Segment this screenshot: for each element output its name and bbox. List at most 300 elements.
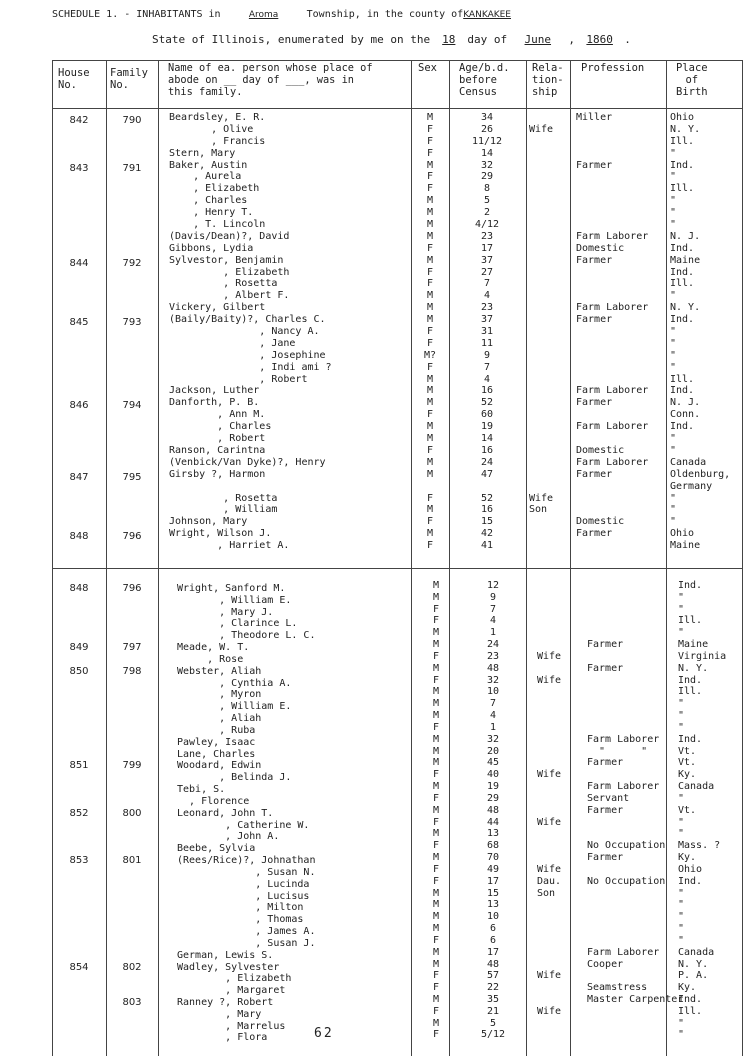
birth-cell: Ill. [670, 135, 695, 147]
relation-cell [529, 421, 569, 433]
profession-cell: No Occupation [587, 840, 666, 852]
family-cell [108, 796, 156, 808]
relation-cell [537, 899, 577, 911]
age-cell: 15 [480, 516, 494, 528]
age-cell: 42 [480, 528, 494, 540]
house-cell [56, 796, 102, 808]
family-cell [108, 985, 156, 997]
page-number: 62 [314, 1026, 334, 1041]
age-cell: 26 [480, 123, 494, 135]
family-cell [108, 678, 156, 690]
relation-cell [529, 278, 569, 290]
birth-cell: " [670, 516, 677, 528]
sex-cell: M [432, 686, 440, 698]
divider-house-family [106, 60, 107, 1056]
relation-cell: Wife [537, 863, 562, 875]
relation-cell: Wife [529, 492, 554, 504]
table-right-border [742, 60, 743, 1056]
profession-cell [587, 580, 687, 592]
relation-cell [537, 994, 577, 1006]
family-cell [108, 926, 156, 938]
profession-cell: Farm Laborer [587, 733, 660, 745]
name-cell: German, Lewis S. [177, 949, 274, 961]
name-cell: , William [169, 504, 278, 516]
family-cell [108, 879, 156, 891]
profession-cell [576, 504, 666, 516]
relation-cell [537, 722, 577, 734]
sex-cell: M [426, 112, 434, 123]
name-cell: , Margaret [177, 985, 286, 997]
age-cell: 31 [480, 326, 494, 338]
header-name: Name of ea. person whose place of abode on __ day of ___, was in this family. [168, 62, 373, 98]
sex-cell: M [426, 468, 434, 480]
county-name: KANKAKEE [463, 10, 511, 20]
birth-cell: Vt. [678, 757, 697, 769]
family-cell [108, 618, 156, 630]
relation-cell [529, 267, 569, 279]
profession-cell: Farm Laborer [576, 385, 649, 397]
sex-cell: M [432, 958, 440, 970]
enumeration-comma: , [568, 33, 576, 46]
name-cell: , Jane [169, 337, 296, 349]
top-age-column [452, 112, 522, 552]
house-cell [56, 713, 102, 725]
birth-cell: Ohio [678, 863, 703, 875]
sex-cell: F [426, 337, 434, 349]
profession-cell: Farmer [587, 804, 624, 816]
sex-cell: M [426, 433, 434, 445]
age-cell: 49 [486, 863, 500, 875]
profession-cell [576, 362, 666, 374]
relation-cell [529, 350, 569, 362]
relation-cell [537, 757, 577, 769]
profession-cell [587, 888, 687, 900]
profession-cell: Miller [576, 112, 613, 123]
profession-cell [587, 592, 687, 604]
name-cell: Girsby ?, Harmon [169, 468, 266, 480]
family-cell [108, 210, 156, 222]
family-cell [108, 1021, 156, 1033]
sex-cell: M [426, 207, 434, 219]
bottom-house-column [56, 583, 102, 1044]
profession-cell [587, 828, 687, 840]
house-cell: 852 [69, 807, 89, 819]
sex-cell: F [432, 769, 440, 781]
name-cell: , Cynthia A. [177, 677, 292, 689]
name-cell: Gibbons, Lydia [169, 242, 254, 254]
sex-cell: F [432, 1005, 440, 1017]
age-cell: 19 [486, 781, 500, 793]
birth-cell: " [678, 721, 685, 733]
age-cell: 48 [486, 804, 500, 816]
sex-cell: F [426, 171, 434, 183]
age-cell: 6 [489, 923, 497, 935]
enumeration-year: 1860 [586, 33, 613, 46]
header-bottom-border [52, 108, 742, 109]
birth-cell: " [670, 492, 677, 504]
house-cell: 851 [69, 760, 89, 772]
birth-cell: Ill. [678, 1005, 703, 1017]
relation-cell [529, 302, 569, 314]
family-cell [108, 305, 156, 317]
name-cell: Ranney ?, Robert [177, 996, 274, 1008]
family-cell: 803 [122, 996, 142, 1008]
relation-cell [537, 911, 577, 923]
sex-cell: M [432, 710, 440, 722]
relation-cell [529, 516, 569, 528]
profession-cell: Farmer [576, 159, 613, 171]
house-cell [56, 749, 102, 761]
house-cell [56, 329, 102, 341]
name-cell: Woodard, Edwin [177, 760, 262, 772]
enumeration-prefix: State of Illinois, enumerated by me on the [152, 33, 431, 46]
relation-cell [529, 183, 569, 195]
sex-cell: M [426, 314, 434, 326]
house-cell [56, 293, 102, 305]
name-cell: Ranson, Carintna [169, 444, 266, 456]
house-cell [56, 973, 102, 985]
family-cell [108, 701, 156, 713]
house-cell: 854 [69, 961, 89, 973]
name-cell: , Thomas [177, 914, 304, 926]
profession-cell [576, 136, 666, 148]
birth-cell: Ill. [670, 278, 695, 290]
relation-cell [529, 457, 569, 469]
birth-cell: Ind. [670, 385, 695, 397]
age-cell: 29 [480, 171, 494, 183]
profession-cell: Farmer [576, 528, 613, 540]
sex-cell: M [432, 911, 440, 923]
name-cell: , Catherine W. [177, 819, 310, 831]
name-cell: , Indi ami ? [169, 361, 332, 373]
sex-cell: F [426, 444, 434, 456]
age-cell: 32 [486, 674, 500, 686]
family-cell: 796 [122, 583, 142, 594]
relation-cell [529, 243, 569, 255]
top-birth-column [670, 112, 742, 552]
relation-cell [529, 160, 569, 172]
profession-cell [576, 338, 666, 350]
sex-cell: M [432, 899, 440, 911]
birth-cell: " [670, 171, 677, 183]
relation-cell [529, 112, 569, 124]
house-cell [56, 388, 102, 400]
sex-cell: F [426, 183, 434, 195]
relation-cell [529, 136, 569, 148]
sex-cell: F [432, 603, 440, 615]
age-cell: 8 [483, 183, 491, 195]
family-cell [108, 713, 156, 725]
top-name-column [169, 112, 409, 552]
relation-cell: Son [537, 887, 556, 899]
house-cell [56, 891, 102, 903]
name-cell: , Susan J. [177, 937, 316, 949]
name-cell: (Rees/Rice)?, Johnathan [177, 855, 316, 867]
house-cell [56, 519, 102, 531]
bottom-name-column [177, 583, 411, 1044]
house-cell [56, 341, 102, 353]
top-house-column [56, 115, 102, 555]
profession-cell [587, 651, 687, 663]
birth-cell: Oldenburg, [670, 468, 731, 480]
birth-cell: " [670, 433, 677, 445]
relation-cell [537, 982, 577, 994]
family-cell [108, 938, 156, 950]
family-cell: 792 [122, 257, 142, 269]
name-cell: Wright, Wilson J. [169, 528, 272, 540]
birth-cell: P. A. [678, 970, 709, 982]
family-cell: 801 [122, 855, 142, 867]
age-cell: 32 [480, 159, 494, 171]
family-cell [108, 353, 156, 365]
relation-cell: Wife [537, 769, 562, 781]
sex-cell: M [432, 733, 440, 745]
relation-cell [529, 409, 569, 421]
family-cell [108, 902, 156, 914]
family-cell [108, 654, 156, 666]
house-cell [56, 543, 102, 555]
family-cell: 791 [122, 162, 142, 174]
house-cell [56, 914, 102, 926]
schedule-prefix: SCHEDULE 1. - INHABITANTS in [52, 9, 221, 20]
relation-cell [537, 746, 577, 758]
bottom-sex-column [420, 580, 452, 1041]
profession-cell: Farm Laborer [576, 421, 649, 433]
family-cell [108, 139, 156, 151]
enumeration-period: . [624, 33, 631, 46]
township-name: Aroma [248, 10, 279, 20]
house-cell [56, 595, 102, 607]
name-cell: (Venbick/Van Dyke)?, Henry [169, 456, 326, 468]
birth-cell: " [670, 361, 677, 373]
house-cell [56, 1021, 102, 1033]
sex-cell: M [426, 195, 434, 207]
profession-cell: Farmer [576, 314, 613, 326]
profession-cell: Farmer [587, 757, 624, 769]
name-cell: , Theodore L. C. [177, 630, 316, 642]
birth-cell: N. J. [670, 230, 701, 242]
age-cell: 24 [480, 456, 494, 468]
age-cell: 44 [486, 816, 500, 828]
sex-cell: M [432, 852, 440, 864]
age-cell: 11 [480, 337, 494, 349]
sex-cell: M [426, 504, 434, 516]
name-cell: , Charles [169, 195, 248, 207]
sex-cell: F [426, 135, 434, 147]
house-cell [56, 607, 102, 619]
house-cell [56, 210, 102, 222]
family-cell: 800 [122, 807, 142, 819]
birth-cell: N. Y. [678, 662, 709, 674]
house-cell: 844 [69, 257, 89, 269]
sex-cell: F [432, 1029, 440, 1041]
profession-cell [587, 627, 687, 639]
name-cell: , Harriet A. [169, 540, 290, 552]
age-cell: 10 [486, 911, 500, 923]
profession-cell [576, 374, 666, 386]
birth-cell: Ohio [670, 528, 695, 540]
profession-cell [587, 935, 687, 947]
age-cell: 32 [486, 733, 500, 745]
profession-cell [576, 326, 666, 338]
birth-cell: Ind. [670, 266, 695, 278]
name-cell: Sylvestor, Benjamin [169, 254, 284, 266]
profession-cell: Master Carpenter [587, 993, 684, 1005]
age-cell: 12 [486, 580, 500, 591]
sex-cell: F [426, 361, 434, 373]
house-cell [56, 281, 102, 293]
sex-cell: M [432, 698, 440, 710]
family-cell [108, 737, 156, 749]
relation-cell [529, 314, 569, 326]
sex-cell: M [432, 828, 440, 840]
sex-cell: F [426, 242, 434, 254]
bottom-relation-column [537, 580, 577, 1041]
age-cell: 57 [486, 970, 500, 982]
name-cell: , William E. [177, 594, 292, 606]
house-cell [56, 234, 102, 246]
profession-cell [576, 124, 666, 136]
relation-cell [537, 947, 577, 959]
family-cell [108, 246, 156, 258]
sex-cell: M [432, 757, 440, 769]
relation-cell [529, 385, 569, 397]
birth-cell: " [678, 792, 685, 804]
family-cell [108, 507, 156, 519]
sex-cell: M [432, 662, 440, 674]
age-cell: 52 [480, 397, 494, 409]
house-cell: 843 [69, 162, 89, 174]
name-cell: Baker, Austin [169, 159, 248, 171]
house-cell [56, 879, 102, 891]
family-cell [108, 914, 156, 926]
house-cell [56, 186, 102, 198]
relation-cell [537, 959, 577, 971]
house-cell [56, 997, 102, 1009]
age-cell: 5/12 [480, 1029, 506, 1041]
profession-cell: Farm Laborer [576, 302, 649, 314]
sex-cell: F [426, 409, 434, 421]
birth-cell: N. Y. [670, 302, 701, 314]
name-cell: , Elizabeth [169, 266, 290, 278]
birth-cell: " [670, 504, 677, 516]
name-cell: , Josephine [169, 349, 326, 361]
birth-cell: Ind. [678, 875, 703, 887]
name-cell: Danforth, P. B. [169, 397, 260, 409]
sex-cell: M [432, 887, 440, 899]
profession-cell [576, 493, 666, 505]
sex-cell: M? [423, 349, 437, 361]
relation-cell [529, 540, 569, 552]
house-cell [56, 222, 102, 234]
name-cell: Beebe, Sylvia [177, 843, 256, 855]
age-cell: 47 [480, 468, 494, 480]
relation-cell [529, 362, 569, 374]
bottom-family-column [108, 583, 156, 1044]
profession-cell: Cooper [587, 958, 624, 970]
sex-cell: M [426, 528, 434, 540]
top-family-column [108, 115, 156, 555]
relation-cell [537, 852, 577, 864]
sex-cell: M [432, 591, 440, 603]
sex-cell: M [426, 254, 434, 266]
family-cell [108, 234, 156, 246]
name-cell: , Mary J. [177, 606, 274, 618]
sex-cell: F [432, 615, 440, 627]
name-cell: , Florence [177, 795, 250, 807]
relation-cell [529, 148, 569, 160]
sex-cell: M [432, 993, 440, 1005]
birth-cell: Ind. [678, 674, 703, 686]
relation-cell [529, 469, 569, 481]
sex-cell: F [432, 650, 440, 662]
name-cell: , Elizabeth [169, 183, 260, 195]
house-cell [56, 151, 102, 163]
sex-cell: F [432, 875, 440, 887]
birth-cell: Ind. [678, 733, 703, 745]
sex-cell: M [432, 1017, 440, 1029]
divider-name-sex [411, 60, 412, 1056]
family-cell [108, 820, 156, 832]
name-cell: , Belinda J. [177, 772, 292, 784]
name-cell: Leonard, John T. [177, 807, 274, 819]
house-cell [56, 1009, 102, 1021]
family-cell [108, 630, 156, 642]
relation-cell [537, 639, 577, 651]
house-cell: 849 [69, 642, 89, 654]
birth-cell: Ind. [670, 421, 695, 433]
birth-cell: " [678, 627, 685, 639]
family-cell [108, 293, 156, 305]
age-cell: 45 [486, 757, 500, 769]
top-sex-column [414, 112, 446, 552]
table-top-border [52, 60, 742, 61]
profession-cell [587, 864, 687, 876]
birth-cell: " [678, 899, 685, 911]
name-cell: , Olive [169, 123, 254, 135]
schedule-title-line [52, 9, 511, 22]
sex-cell: M [432, 781, 440, 793]
sex-cell [414, 481, 446, 493]
profession-cell [576, 350, 666, 362]
family-cell: 798 [122, 665, 142, 677]
sex-cell: M [426, 373, 434, 385]
birth-cell: Canada [670, 456, 707, 468]
sex-cell: M [432, 580, 440, 591]
family-cell [108, 831, 156, 843]
profession-cell [587, 710, 687, 722]
relation-cell [537, 805, 577, 817]
family-cell [108, 1032, 156, 1044]
name-cell: Jackson, Luther [169, 385, 260, 397]
house-cell [56, 831, 102, 843]
house-cell: 842 [69, 115, 89, 126]
age-cell: 4 [483, 373, 491, 385]
header-profession: Profession [581, 62, 645, 74]
house-cell: 847 [69, 471, 89, 483]
top-profession-column [576, 112, 666, 552]
house-cell [56, 365, 102, 377]
birth-cell: Ind. [670, 159, 695, 171]
bottom-age-column [458, 580, 528, 1041]
relation-cell: Wife [537, 1005, 562, 1017]
house-cell [56, 843, 102, 855]
profession-cell [587, 675, 687, 687]
header-house-no: House No. [58, 67, 90, 91]
family-cell [108, 281, 156, 293]
family-cell [108, 436, 156, 448]
profession-cell: Farmer [576, 468, 613, 480]
